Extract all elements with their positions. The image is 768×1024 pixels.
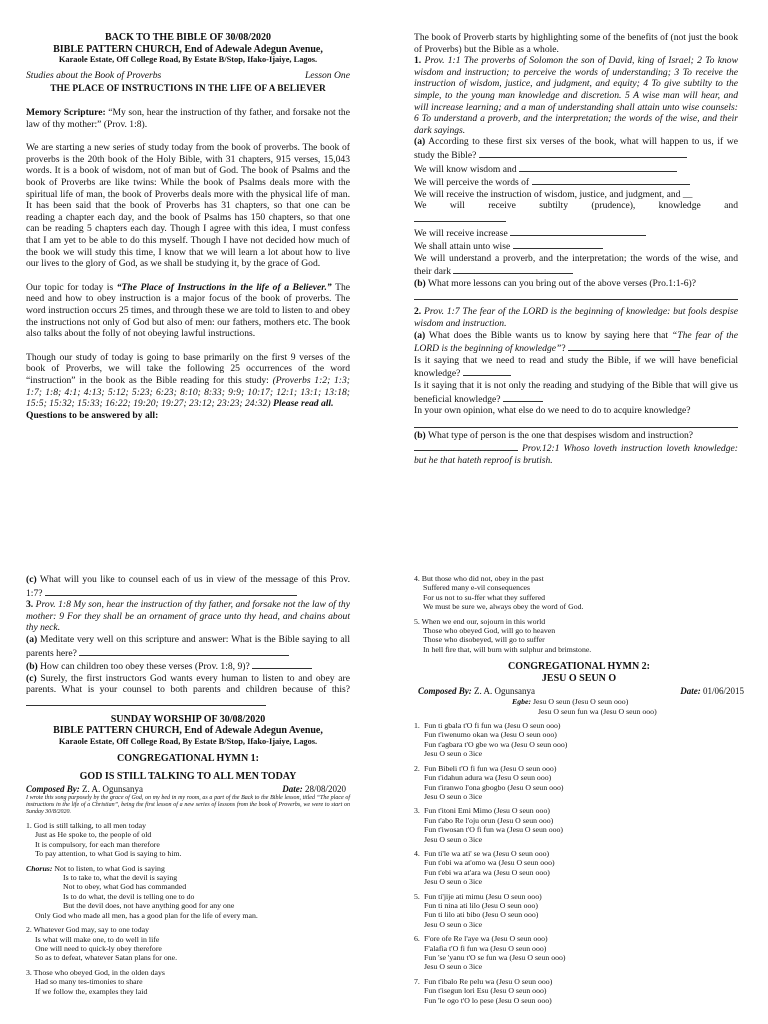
stanza-line: Fun ti nina ati lilo (Jesu O seun ooo) <box>424 900 538 910</box>
question-1-scripture: 1. Prov. 1:1 The proverbs of Solomon the son of David, king of Israel; 2 To know wisdom and instruction; to perceive the words of understanding; 3 To receive the instruction of wisdom, justice, and judgment, and equity; 4 To give subtilty to the simple, to the young man knowledge and discretion. 5 A wise man will hear, and will increase learning; and a man of understanding shall attain unto wise counsels: 6 To understand a proverb, and the interpretation; the words of the wise, and their dark sayings. <box>414 55 738 136</box>
stanza-line: Jesu O seun o 3ice <box>424 749 483 759</box>
stanza-number: 6. <box>414 934 420 944</box>
hymn-2-stanza <box>414 892 744 930</box>
hymn-2-label: CONGREGATIONAL HYMN 2: <box>507 661 651 673</box>
stanza-number: 4. <box>414 848 420 858</box>
answer-blank[interactable] <box>519 162 677 172</box>
stanza-line: F'alafia t'O fi fun wa (Jesu O seun ooo) <box>424 943 547 953</box>
answer-blank[interactable] <box>503 392 543 402</box>
hymn-1-verse-5: 5. When we end our, sojourn in this world Those who obeyed God, will go to heaven Those who disobeyed, will go to suffer In hell fire that, will burn with sulphur and brimstone. <box>414 616 592 654</box>
hymn-1-composer-line: Composed By: Z. A. Ogunsanya Date: 28/08/2020 <box>26 784 346 795</box>
lesson-number: Lesson One <box>304 69 350 81</box>
stanza-line: Fun t'iwosan t'O fi fun wa (Jesu O seun ooo) <box>424 825 564 835</box>
sunday-worship-address: Karaole Estate, Off College Road, By Estate B/Stop, Ifako-Ijaiye, Lagos. <box>58 736 318 746</box>
question-2-scripture: 2. Prov. 1:7 The fear of the LORD is the beginning of knowledge: but fools despise wisdom and instruction. <box>414 306 738 330</box>
hymn-2-stanza <box>414 977 744 1005</box>
answer-blank[interactable] <box>26 696 266 706</box>
stanza-line: F'ore ofe Re l'aye wa (Jesu O seun ooo) <box>424 934 548 944</box>
answer-blank[interactable] <box>414 441 518 451</box>
topic-paragraph: Our topic for today is “The Place of Instructions in the life of a Believer.” The need and how to obey instruction is a major focus of the book of proverbs. The word instruction occurs 25 times, and through these we are told to listen to and obey the instructions not only of God but also of men: our fathers, mothers etc. The book also talks about the folly of not obeying lawful instructions. <box>26 281 351 340</box>
stanza-line: Fun t'isegun lori Esu (Jesu O seun ooo) <box>424 986 547 996</box>
answer-line-4: We will receive subtilty (prudence), knowledge and <box>414 200 738 212</box>
church-address: Karaole Estate, Off College Road, By Estate B/Stop, Ifako-Ijaiye, Lagos. <box>58 55 318 64</box>
stanza-lines <box>424 806 563 844</box>
intro-paragraph: We are starting a new series of study today from the book of proverbs. The book of proverbs is the 20th book of the Holy Bible, with 31 chapters, 915 verses, 15,043 words. It is a book of wisdom, not of man but of God. The book of Psalms and the book of Proverbs are like twins: While the book of Psalms deals more with the spiritual life of man, the book of Proverbs deals more with the physical life of man. It has been said that the book of Proverbs has 31 chapters, so that one can be reading a chapter each day, and the book of Psalms has 150 chapters, so that one can be reading 5 chapters each day. Though I agree with this idea, I must confess that I am yet to be able to do this myself. Though I have not decided how much of the book we will study this time, I know that we will learn a lot about how to live our lives to the glory of God, as we shall be studying it, by the grace of God. <box>26 142 350 270</box>
hymn-1-verse-2: 2. Whatever God may, say to one today Is what will make one, to do well in life One will need to quick-ly obey therefore So as to defeat, whatever Satan plans for one. <box>26 925 178 963</box>
stanza-line: Jesu O seun o 3ice <box>424 791 483 801</box>
hymn-2-egbe: Egbe: Jesu O seun (Jesu O seun ooo) Jesu O seun fun wa (Jesu O seun ooo) <box>512 697 657 716</box>
hymns-column <box>414 574 744 1005</box>
answer-blank[interactable] <box>513 239 603 249</box>
hymn-2-stanza <box>414 764 744 802</box>
answer-blank[interactable] <box>510 226 646 236</box>
memory-scripture <box>26 107 350 130</box>
studies-line <box>26 70 350 82</box>
question-2c: (c) What will you like to counsel each of us in view of the message of this Prov. 1:7? <box>26 574 350 599</box>
studies-series: Studies about the Book of Proverbs <box>26 69 162 81</box>
stanza-line: Fun 'se 'yanu t'O se fun wa (Jesu O seun ooo) <box>424 953 566 962</box>
answer-blank[interactable] <box>568 341 680 351</box>
hymn-1-chorus: Chorus: Not to listen, to what God is saying Is to take to, what the devil is saying Not to obey, what God has commanded Is to do what, the devil is telling one to do But the devil does, not have anything good for any one Only God who made all men, has a good plan for the life of every man. <box>26 863 258 920</box>
lesson-column-right <box>414 32 738 467</box>
question-2a-part-2: Is it saying that we need to read and study the Bible, if we will have beneficial knowledge? <box>414 354 738 380</box>
stanza-line: Fun t'obi wa at'omo wa (Jesu O seun ooo) <box>424 858 555 868</box>
stanza-number: 3. <box>414 806 420 816</box>
question-2a: (a) What does the Bible wants us to know by saying here that “The fear of the LORD is the beginning of knowledge”? <box>414 329 738 355</box>
answer-line-3: We will receive the instruction of wisdom, justice, and judgment, and __ <box>414 188 693 200</box>
lesson-column-left <box>26 32 350 421</box>
hymn-1-verse-3: 3. Those who obeyed God, in the olden days Had so many tes-timonies to share If we follow the, examples they laid <box>26 967 165 996</box>
question-3b: (b) How can children too obey these verses (Prov. 1:8, 9)? <box>26 659 350 673</box>
answer-blank[interactable] <box>463 366 511 376</box>
reading-paragraph: Though our study of today is going to base primarily on the first 9 verses of the book of Proverbs, we will take the following 25 occurrences of the word “instruction” in the book as the Bible reading for this study: (Proverbs 1:2; 1:3; 1:7; 1:8; 4:1; 4:13; 5:12; 5:23; 6:23; 8:10; 8:33; 9:9; 10:17; 12:1; 13:1; 13:18; 15:5; 15:32; 15:33; 16:22; 19:20; 19:27; 23:12; 23:23; 24:32) Please read all. <box>26 351 350 410</box>
stanza-lines <box>424 934 566 972</box>
hymn-1-title: GOD IS STILL TALKING TO ALL MEN TODAY <box>79 770 297 782</box>
question-3-scripture: 3. Prov. 1:8 My son, hear the instruction of thy father, and forsake not the law of thy mother: 9 For they shall be an ornament of grace unto thy head, and chains about thy neck. <box>26 599 350 634</box>
memory-label: Memory Scripture: <box>26 107 106 119</box>
hymn-2-stanza <box>414 934 744 972</box>
question-2b-reference: Prov.12:1 Whoso loveth instruction loveth knowledge: but he that hateth reproof is brutish. <box>414 443 738 466</box>
question-2a-part-4: In your own opinion, what else do we need to do to acquire knowledge? <box>414 405 691 417</box>
stanza-line: Fun t'iwenumo okan wa (Jesu O seun ooo) <box>424 730 557 740</box>
stanza-number: 7. <box>414 976 420 986</box>
hymn-2-stanza <box>414 721 744 759</box>
question-2b: (b) What type of person is the one that despises wisdom and instruction? <box>414 429 694 441</box>
reading-references: (Proverbs 1:2; 1:3; 1:7; 1:8; 4:1; 4:13; 5:12; 5:23; 6:23; 8:10; 8:33; 9:9; 10:17; 12:1; 13:1; 13:18; 15:5; 15:32; 15:33; 16:22; 19:20; 19:27; 23:12; 23:23; 24:32) <box>26 374 350 410</box>
question-2a-part-3: Is it saying that it is not only the reading and studying of the Bible that will give us beneficial knowledge? <box>414 380 738 405</box>
stanza-line: Fun t'ebi wa at'ara wa (Jesu O seun ooo) <box>424 867 550 877</box>
stanza-line: Fun t'itoni Emi Mimo (Jesu O seun ooo) <box>424 806 550 816</box>
question-1b: (b) What more lessons can you bring out of the above verses (Pro.1:1-6)? <box>414 277 696 289</box>
question-1a: (a) According to these first six verses of the book, what will happen to us, if we study the Bible? <box>414 136 738 161</box>
memory-text: “My son, hear the instruction of thy father, and forsake not the law of thy mother:” (Prov. 1:8). <box>26 107 350 130</box>
stanza-line: Fun t'ibalo Re pelu wa (Jesu O seun ooo) <box>424 976 553 986</box>
stanza-lines <box>424 764 563 802</box>
answer-line-4-blank <box>414 212 738 226</box>
question-3c: (c) Surely, the first instructors God wants every human to listen to and obey are parents. What is your counsel to both parents and children because of this? <box>26 673 350 710</box>
stanza-number: 2. <box>414 763 420 773</box>
question-3a: (a) Meditate very well on this scripture and answer: What is the Bible saying to all parents here? <box>26 633 350 659</box>
benefits-intro: The book of Proverb starts by highlighting some of the benefits of (not just the book of Proverbs) but the Bible as a whole. <box>414 32 738 55</box>
hymn-1-label: CONGREGATIONAL HYMN 1: <box>116 753 260 765</box>
sunday-worship-title: SUNDAY WORSHIP OF 30/08/2020 <box>110 713 266 725</box>
answer-blank[interactable] <box>532 175 690 185</box>
stanza-line: Fun ti'jije ati mimu (Jesu O seun ooo) <box>424 891 542 901</box>
stanza-line: Fun ti gbala t'O fi fun wa (Jesu O seun ooo) <box>424 721 561 731</box>
stanza-line: Jesu O seun o 3ice <box>424 962 483 972</box>
hymn-1-verse-4: 4. But those who did not, obey in the past Suffered many e-vil consequences For us not to su-ffer what they suffered We must be sure we, always obey the word of God. <box>414 574 584 612</box>
stanza-line: Jesu O seun o 3ice <box>424 919 483 929</box>
hymn-2-title: JESU O SEUN O <box>541 672 617 684</box>
hymn-2-stanza <box>414 806 744 844</box>
church-name: BIBLE PATTERN CHURCH, End of Adewale Adegun Avenue, <box>53 43 323 55</box>
topic-title: “The Place of Instructions in the life of a Believer.” <box>116 281 332 293</box>
answer-line-6: We shall attain unto wise <box>414 239 738 253</box>
sunday-worship-church: BIBLE PATTERN CHURCH, End of Adewale Adegun Avenue, <box>53 725 323 737</box>
questions-label: Questions to be answered by all: <box>26 409 159 421</box>
stanza-number: 5. <box>414 891 420 901</box>
answer-line-5: We will receive increase <box>414 226 738 240</box>
lesson-title: THE PLACE OF INSTRUCTIONS IN THE LIFE OF A BELIEVER <box>50 84 326 95</box>
hymn-1-verse-1: 1. God is still talking, to all men today Just as He spoke to, the people of old It is compulsory, for each man therefore To pay attention, to what God is saying to him. <box>26 821 182 859</box>
stanza-line: Jesu O seun o 3ice <box>424 834 483 844</box>
answer-blank[interactable] <box>479 148 687 158</box>
stanza-number: 1. <box>414 721 420 731</box>
hymn-2-composer-line: Composed By: Z. A. Ogunsanya Date: 01/06/2015 <box>418 686 744 697</box>
answer-blank[interactable] <box>45 586 297 596</box>
hymn-2-stanza <box>414 849 744 887</box>
bulletin-title: BACK TO THE BIBLE OF 30/08/2020 <box>104 32 272 43</box>
answer-blank[interactable] <box>252 659 312 669</box>
answer-blank[interactable] <box>414 291 738 300</box>
stanza-line: Jesu O seun o 3ice <box>424 877 483 887</box>
read-all-note: Please read all. <box>270 398 334 410</box>
hymn-2-stanzas <box>414 721 744 1005</box>
stanza-lines <box>424 977 552 1005</box>
stanza-line: Fun t'idahun adura wa (Jesu O seun ooo) <box>424 773 552 783</box>
answer-line-1: We will know wisdom and <box>414 162 738 176</box>
stanza-line: Fun t'agbara t'O gbe wo wa (Jesu O seun ooo) <box>424 739 568 749</box>
stanza-line: Fun Bibeli t'O fi fun wa (Jesu O seun ooo) <box>424 763 557 773</box>
stanza-line: Fun t'iranwo l'ona gbogbo (Jesu O seun ooo) <box>424 782 564 792</box>
answer-line-7: We will understand a proverb, and the interpretation; the words of the wise, and their dark <box>414 252 738 278</box>
answer-blank[interactable] <box>414 419 738 428</box>
stanza-lines <box>424 892 542 930</box>
stanza-line: Fun t'abo Re l'oju orun (Jesu O seun ooo) <box>424 815 554 825</box>
answer-blank[interactable] <box>453 264 573 274</box>
stanza-line: Fun ti lilo ati bibo (Jesu O seun ooo) <box>424 910 539 920</box>
stanza-line: Fun ti'le wa ati' se wa (Jesu O seun ooo) <box>424 848 550 858</box>
stanza-line: Fun 'le ogo t'O lo pese (Jesu O seun ooo) <box>424 995 552 1005</box>
answer-line-2: We will perceive the words of <box>414 175 738 189</box>
answer-blank[interactable] <box>414 212 506 222</box>
answer-blank[interactable] <box>79 646 289 656</box>
stanza-lines <box>424 849 555 887</box>
stanza-lines <box>424 721 567 759</box>
hymn-1-note: I wrote this song purposely by the grace of God, on my bed in my room, as a part of the Back to the Bible lesson, titled “The place of instructions in the life of a Christian”, being the first lesson of a new series of lessons from the book of Proverbs, we were to start on Sunday 30/8/2020. <box>26 795 350 816</box>
lesson-continuation-column <box>26 574 350 996</box>
